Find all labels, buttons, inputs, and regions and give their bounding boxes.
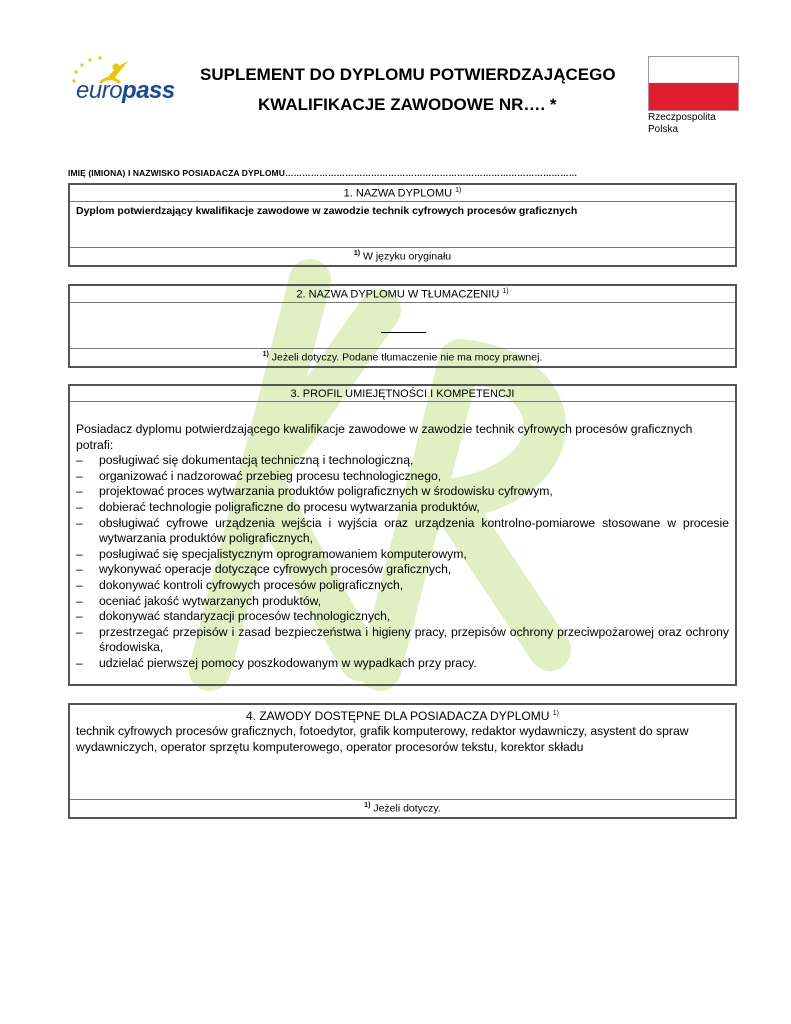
europass-logo [70, 55, 180, 110]
section-header: 1. NAZWA DYPLOMU $^{1)}$ [70, 185, 735, 202]
title-line-1: SUPLEMENT DO DYPLOMU POTWIERDZAJĄCEGO [200, 65, 616, 84]
diploma-name-value: Dyplom potwierdzający kwalifikacje zawodowe w zawodzie technik cyfrowych procesów graficznych [76, 204, 578, 217]
section-footer: $^{1)}$ Jeżeli dotyczy. [70, 799, 735, 818]
list-item: – dobierać technologie poligraficzne do procesu wytwarzania produktów, [76, 500, 729, 516]
flag-caption: Rzeczpospolita Polska [648, 112, 716, 135]
skills-intro: Posiadacz dyplomu potwierdzającego kwalifikacje zawodowe w zawodzie technik cyfrowych procesów graficznych potrafi: [76, 422, 693, 452]
list-item: – oceniać jakość wytwarzanych produktów, [76, 594, 729, 610]
list-item: – udzielać pierwszej pomocy poszkodowanym w wypadkach przy pracy. [76, 656, 729, 672]
section-diploma-translation [68, 284, 737, 368]
list-item: – obsługiwać cyfrowe urządzenia wejścia i wyjścia oraz urządzenia kontrolno-pomiarowe stosowane w procesie wytwarzania produktów poligraficznych, [76, 516, 729, 547]
list-item: – projektować proces wytwarzania produktów poligraficznych w środowisku cyfrowym, [76, 484, 729, 500]
list-item: – posługiwać się specjalistycznym oprogramowaniem komputerowym, [76, 547, 729, 563]
skills-content [70, 402, 735, 672]
section-footer: $^{1)}$ Jeżeli dotyczy. Podane tłumaczenie nie ma mocy prawnej. [70, 348, 735, 367]
section-footer: $^{1)}$ W języku oryginału [70, 247, 735, 266]
list-item: – przestrzegać przepisów i zasad bezpieczeństwa i higieny pracy, przepisów ochrony przeciwpożarowej oraz ochrony środowiska, [76, 625, 729, 656]
section-header: 2. NAZWA DYPLOMU W TŁUMACZENIU $^{1)}$ [70, 286, 735, 303]
list-item: – posługiwać się dokumentacją techniczną i technologiczną, [76, 453, 729, 469]
title-line-2: KWALIFIKACJE ZAWODOWE NR…. * [258, 95, 557, 114]
occupations-value: technik cyfrowych procesów graficznych, fotoedytor, grafik komputerowy, redaktor wydawniczy, asystent do spraw wydawniczych, operator sprzętu komputerowego, operator procesorów tekstu, korektor składu [76, 724, 689, 754]
section-skills-profile [68, 384, 737, 686]
section-diploma-name [68, 183, 737, 267]
section-header: 4. ZAWODY DOSTĘPNE DLA POSIADACZA DYPLOMU $^{1)}$ [246, 709, 559, 723]
skills-list [76, 453, 729, 671]
section-header: 3. PROFIL UMIEJĘTNOŚCI I KOMPETENCJI [70, 386, 735, 402]
holder-name-line: IMIĘ (IMIONA) I NAZWISKO POSIADACZA DYPLOMU………………………………………………………………………………………… [68, 168, 578, 178]
list-item: – organizować i nadzorować przebieg procesu technologicznego, [76, 469, 729, 485]
list-item: – dokonywać standaryzacji procesów technologicznych, [76, 609, 729, 625]
empty-value-line [381, 332, 426, 333]
list-item: – dokonywać kontroli cyfrowych procesów poligraficznych, [76, 578, 729, 594]
europass-logo-text: europass [76, 77, 175, 104]
section-available-occupations [68, 703, 737, 819]
list-item: – wykonywać operacje dotyczące cyfrowych procesów graficznych, [76, 562, 729, 578]
polish-flag-icon [648, 56, 739, 111]
